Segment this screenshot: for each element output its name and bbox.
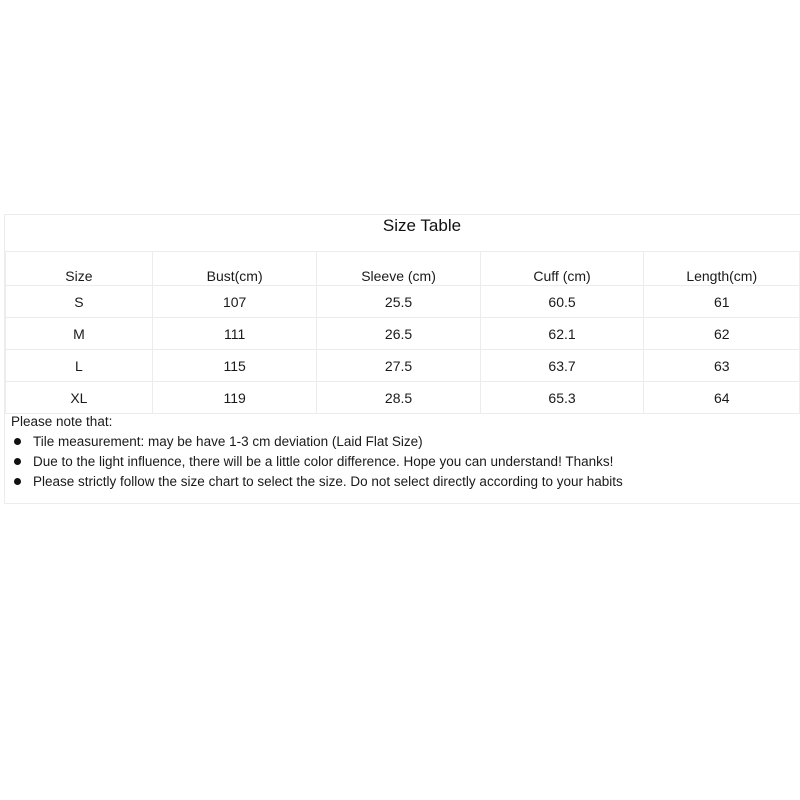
size-table [5,251,800,414]
table-cell: 60.5 [480,286,644,318]
size-notes [11,412,623,492]
table-row [6,318,800,350]
table-cell: 63.7 [480,350,644,382]
table-cell: 27.5 [317,350,480,382]
table-cell: 107 [152,286,317,318]
column-header-sleeve: Sleeve (cm) [317,252,480,286]
table-cell: 62 [644,318,800,350]
note-text: Due to the light influence, there will be a little color difference. Hope you can understand! Thanks! [33,454,614,469]
notes-heading: Please note that: [11,414,113,429]
table-row [6,382,800,414]
table-header-row [6,252,800,286]
column-header-size: Size [6,252,153,286]
table-cell: 62.1 [480,318,644,350]
table-cell: 25.5 [317,286,480,318]
table-cell: 115 [152,350,317,382]
table-row [6,286,800,318]
note-item [11,432,623,452]
size-chart-panel [4,214,800,504]
note-text: Tile measurement: may be have 1-3 cm deviation (Laid Flat Size) [33,434,423,449]
bullet-icon [14,478,21,485]
table-cell: 61 [644,286,800,318]
bullet-icon [14,438,21,445]
note-text: Please strictly follow the size chart to select the size. Do not select directly according to your habits [33,474,623,489]
table-cell: L [6,350,153,382]
column-header-cuff: Cuff (cm) [480,252,644,286]
table-cell: XL [6,382,153,414]
table-cell: S [6,286,153,318]
table-row [6,350,800,382]
table-cell: 119 [152,382,317,414]
note-item [11,452,623,472]
note-item [11,472,623,492]
bullet-icon [14,458,21,465]
table-cell: M [6,318,153,350]
table-cell: 65.3 [480,382,644,414]
table-cell: 26.5 [317,318,480,350]
table-title: Size Table [5,215,800,252]
table-cell: 63 [644,350,800,382]
column-header-bust: Bust(cm) [152,252,317,286]
column-header-length: Length(cm) [644,252,800,286]
table-cell: 111 [152,318,317,350]
table-cell: 28.5 [317,382,480,414]
table-cell: 64 [644,382,800,414]
